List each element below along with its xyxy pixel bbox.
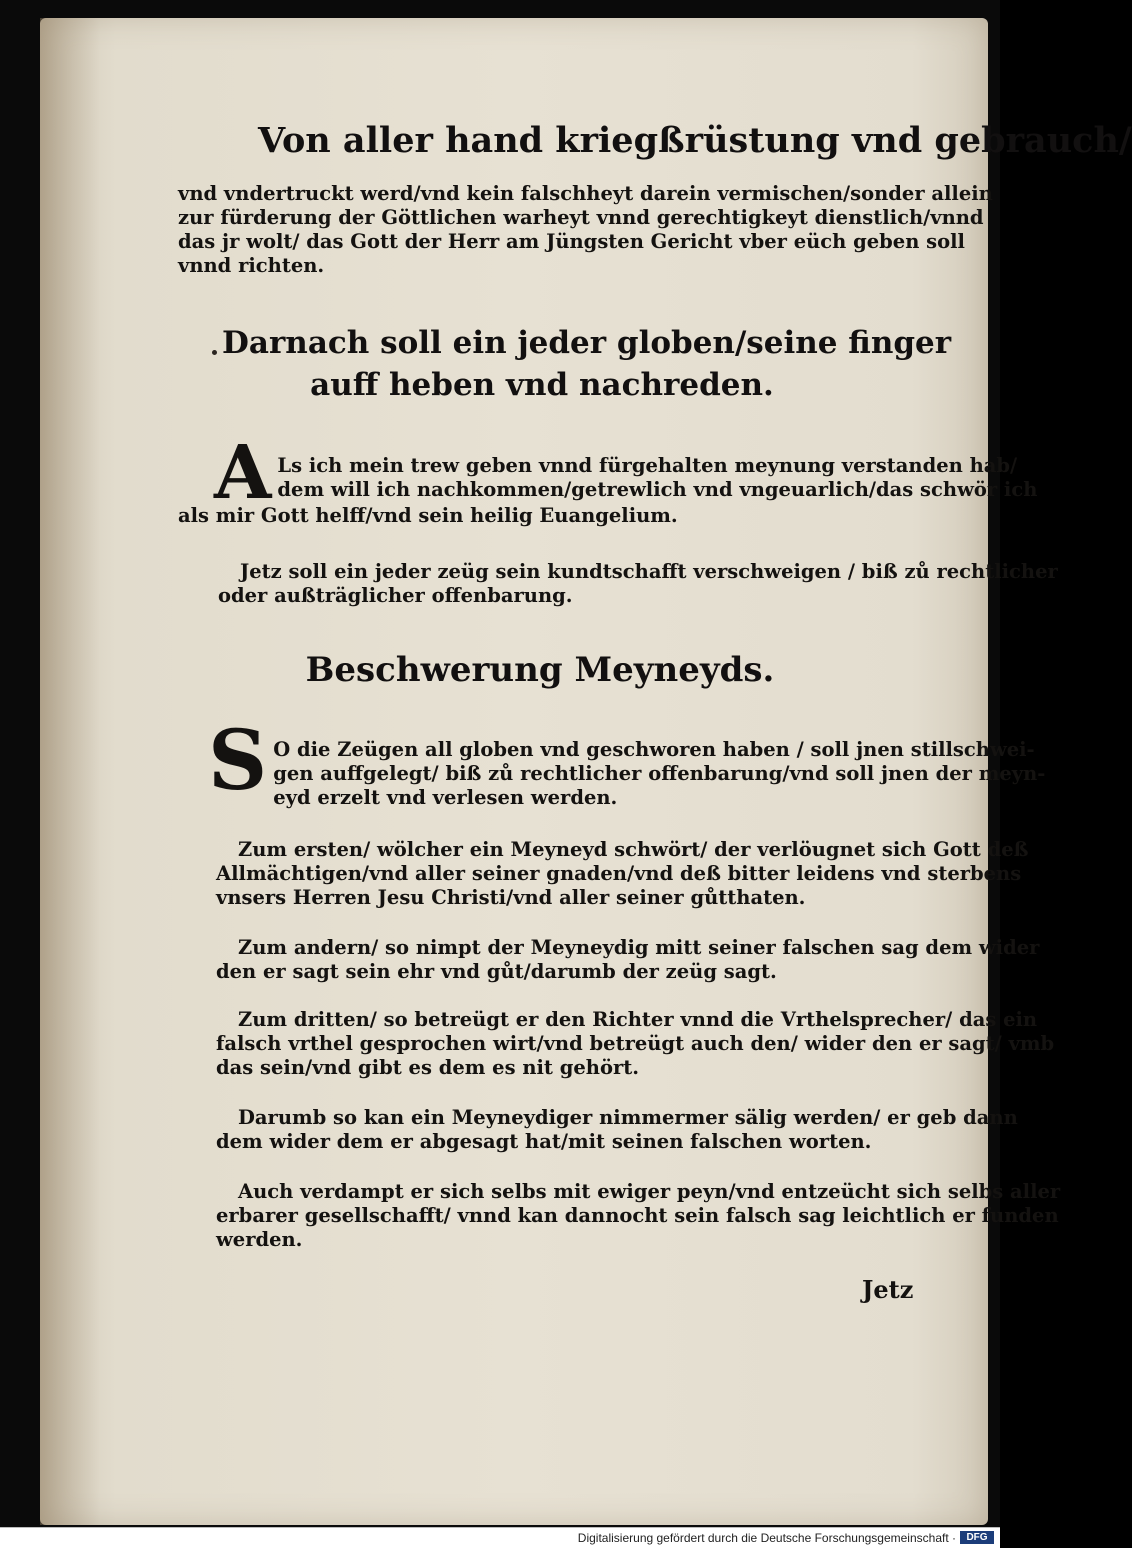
paragraph-fourth	[216, 1106, 1018, 1154]
heading-line: auff heben vnd nachreden.	[310, 367, 774, 403]
catchword: Jetz	[862, 1275, 914, 1304]
paragraph-second	[216, 936, 1040, 984]
heading-oath-instruction	[222, 322, 952, 406]
oath-line: als mir Gott helff/vnd sein heilig Euangelium.	[178, 504, 678, 527]
intro-line: das jr wolt/ das Gott der Herr am Jüngsten Gericht vber eüch geben soll	[178, 230, 965, 253]
heading-line: Darnach soll ein jeder globen/seine finger	[222, 325, 952, 361]
section-opening-paragraph	[208, 713, 1046, 810]
drop-initial: A	[214, 430, 272, 516]
paragraph-line: Allmächtigen/vnd aller seiner gnaden/vnd deß bitter leidens vnd sterbens	[216, 862, 1022, 885]
page-gutter-shadow	[40, 18, 100, 1525]
paragraph-line: Auch verdampt er sich selbs mit ewiger peyn/vnd entzeücht sich selbs aller	[238, 1180, 1061, 1203]
paragraph-line: falsch vrthel gesprochen wirt/vnd betreügt auch den/ wider den er sagt/ vmb	[216, 1032, 1055, 1055]
section-line: O die Zeügen all globen vnd geschworen haben / soll jnen stillschwei-	[273, 738, 1035, 761]
ink-dot	[212, 350, 217, 355]
intro-paragraph	[178, 182, 993, 278]
paragraph-line: Zum ersten/ wölcher ein Meyneyd schwört/ der verlöugnet sich Gott deß	[238, 838, 1029, 861]
silence-line: oder außträglicher offenbarung.	[218, 584, 573, 607]
paragraph-fifth	[216, 1180, 1061, 1252]
footer-credit: Digitalisierung gefördert durch die Deutsche Forschungsgemeinschaft ·	[577, 1531, 956, 1545]
oath-paragraph	[178, 430, 1038, 528]
heading-perjury: Beschwerung Meyneyds.	[305, 650, 775, 690]
intro-line: vnnd richten.	[178, 254, 325, 277]
section-line: gen auffgelegt/ biß zů rechtlicher offenbarung/vnd soll jnen der meyn-	[273, 762, 1046, 785]
oath-line: Ls ich mein trew geben vnnd fürgehalten meynung verstanden hab/	[277, 454, 1018, 477]
paragraph-line: Darumb so kan ein Meyneydiger nimmermer sälig werden/ er geb dann	[238, 1106, 1018, 1129]
running-head: Von aller hand kriegßrüstung vnd gebrauch/	[258, 120, 1132, 161]
paragraph-line: das sein/vnd gibt es dem es nit gehört.	[216, 1056, 640, 1079]
dfg-logo-icon[interactable]: DFG	[960, 1531, 994, 1544]
paragraph-third	[216, 1008, 1055, 1080]
paragraph-line: Zum andern/ so nimpt der Meyneydig mitt seiner falschen sag dem wider	[238, 936, 1040, 959]
paragraph-line: Zum dritten/ so betreügt er den Richter vnnd die Vrthelsprecher/ das ein	[238, 1008, 1038, 1031]
footer-bar	[0, 1527, 1000, 1548]
paragraph-line: werden.	[216, 1228, 303, 1251]
intro-line: vnd vndertruckt werd/vnd kein falschheyt darein vermischen/sonder allein	[178, 182, 993, 205]
silence-line: Jetz soll ein jeder zeüg sein kundtschafft verschweigen / biß zů rechtlicher	[240, 560, 1058, 583]
silence-paragraph	[218, 560, 1058, 608]
intro-line: zur fürderung der Göttlichen warheyt vnnd gerechtigkeyt dienstlich/vnnd	[178, 206, 984, 229]
oath-line: dem will ich nachkommen/getrewlich vnd vngeuarlich/das schwör ich	[277, 478, 1038, 501]
paragraph-first	[216, 838, 1029, 910]
paragraph-line: dem wider dem er abgesagt hat/mit seinen falschen worten.	[216, 1130, 872, 1153]
section-line: eyd erzelt vnd verlesen werden.	[273, 786, 618, 809]
paragraph-line: den er sagt sein ehr vnd gůt/darumb der zeüg sagt.	[216, 960, 777, 983]
paragraph-line: erbarer gesellschafft/ vnnd kan dannocht sein falsch sag leichtlich er funden	[216, 1204, 1059, 1227]
paragraph-line: vnsers Herren Jesu Christi/vnd aller seiner gůtthaten.	[216, 886, 806, 909]
drop-initial: S	[208, 713, 268, 809]
